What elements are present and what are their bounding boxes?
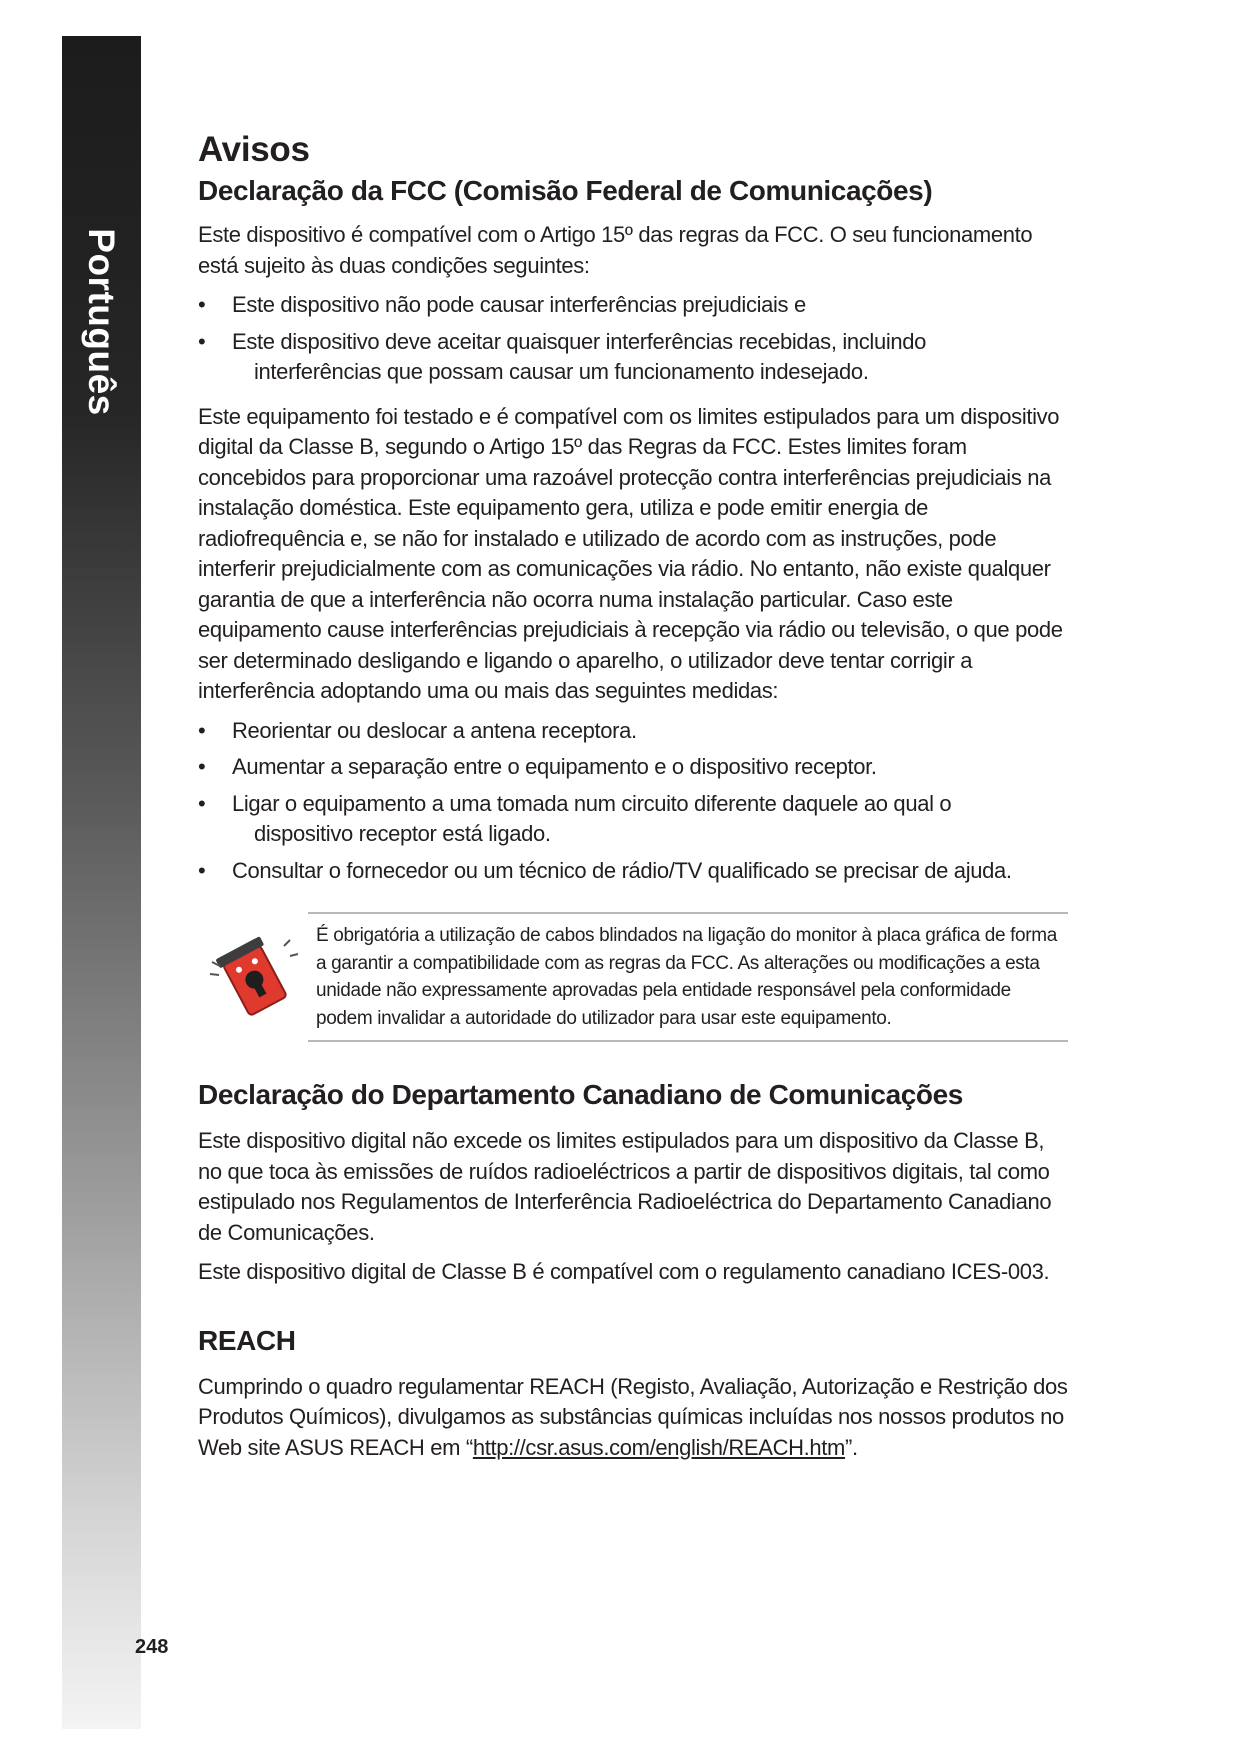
list-item xyxy=(198,752,1068,783)
list-item xyxy=(198,716,1068,747)
fcc-measures-list xyxy=(198,716,1068,887)
bullet-icon: • xyxy=(198,717,206,743)
reach-text: Cumprindo o quadro regulamentar REACH (Registo, Avaliação, Autorização e Restrição dos Produtos Químicos), divulgamos as substâncias químicas incluídas nos nossos produtos no Web site ASUS REACH em “ xyxy=(198,1373,1068,1460)
list-item xyxy=(198,789,1068,850)
warning-card-icon xyxy=(198,922,308,1032)
bullet-icon: • xyxy=(198,328,206,354)
list-item-text: Aumentar a separação entre o equipamento e o dispositivo receptor. xyxy=(232,754,877,779)
reach-paragraph xyxy=(198,1372,1068,1464)
list-item-text: Ligar o equipamento a uma tomada num circuito diferente daquele ao qual o xyxy=(232,790,952,816)
canada-paragraph-1: Este dispositivo digital não excede os limites estipulados para um dispositivo da Classe B, no que toca às emissões de ruídos radioeléctricos a partir de dispositivos digitais, tal como estipulado nos Regulamentos de Interferência Radioeléctrica do Departamento Canadiano de Comunicações. xyxy=(198,1128,1052,1245)
warning-note-text-box xyxy=(308,912,1068,1042)
page-number: 248 xyxy=(135,1636,169,1658)
fcc-paragraph: Este equipamento foi testado e é compatível com os limites estipulados para um dispositivo digital da Classe B, segundo o Artigo 15º das Regras da FCC. Estes limites foram concebidos para proporcionar uma razoável protecção contra interferências prejudiciais na instalação doméstica. Este equipamento gera, utiliza e pode emitir energia de radiofrequência e, se não for instalado e utilizado de acordo com as instruções, pode interferir prejudicialmente com as comunicações via rádio. No entanto, não existe qualquer garantia de que a interferência não ocorra numa instalação particular. Caso este equipamento cause interferências prejudiciais à recepção via rádio ou televisão, o que pode ser determinado desligando e ligando o aparelho, o utilizador deve tentar corrigir a interferência adoptando uma ou mais das seguintes medidas: xyxy=(198,403,1063,703)
reach-text-end: ”. xyxy=(845,1434,858,1460)
list-item-text: Reorientar ou deslocar a antena receptora. xyxy=(232,717,637,743)
list-item-text: Este dispositivo deve aceitar quaisquer interferências recebidas, incluindo xyxy=(232,328,927,354)
list-item-text-continued: interferências que possam causar um funcionamento indesejado. xyxy=(254,359,869,384)
canada-heading: Declaração do Departamento Canadiano de Comunicações xyxy=(198,1079,963,1110)
side-language-label: Português xyxy=(81,228,122,416)
fcc-heading: Declaração da FCC (Comisão Federal de Comunicações) xyxy=(198,175,933,206)
warning-note-text: É obrigatória a utilização de cabos blindados na ligação do monitor à placa gráfica de forma a garantir a compatibilidade com as regras da FCC. As alterações ou modificações a esta unidade não expressamente aprovadas pela entidade responsável pela conformidade podem invalidar a autoridade do utilizador para usar este equipamento. xyxy=(316,925,1057,1029)
page-title: Avisos xyxy=(198,130,310,169)
warning-note xyxy=(198,912,1068,1042)
list-item xyxy=(198,290,1068,321)
bullet-icon: • xyxy=(198,790,206,816)
list-item xyxy=(198,856,1068,887)
page-content xyxy=(198,128,1068,1472)
fcc-intro: Este dispositivo é compatível com o Artigo 15º das regras da FCC. O seu funcionamento está sujeito às duas condições seguintes: xyxy=(198,222,1033,278)
bullet-icon: • xyxy=(198,292,206,317)
reach-heading: REACH xyxy=(198,1324,296,1356)
canada-paragraph-2: Este dispositivo digital de Classe B é compatível com o regulamento canadiano ICES-003. xyxy=(198,1259,1050,1284)
fcc-conditions-list xyxy=(198,290,1068,388)
list-item-text: Este dispositivo não pode causar interferências prejudiciais e xyxy=(232,292,806,317)
reach-link[interactable]: http://csr.asus.com/english/REACH.htm xyxy=(472,1434,846,1460)
list-item-text-continued: dispositivo receptor está ligado. xyxy=(254,821,551,846)
bullet-icon: • xyxy=(198,857,206,883)
bullet-icon: • xyxy=(198,754,206,779)
list-item xyxy=(198,327,1068,388)
list-item-text: Consultar o fornecedor ou um técnico de rádio/TV qualificado se precisar de ajuda. xyxy=(232,857,1012,883)
